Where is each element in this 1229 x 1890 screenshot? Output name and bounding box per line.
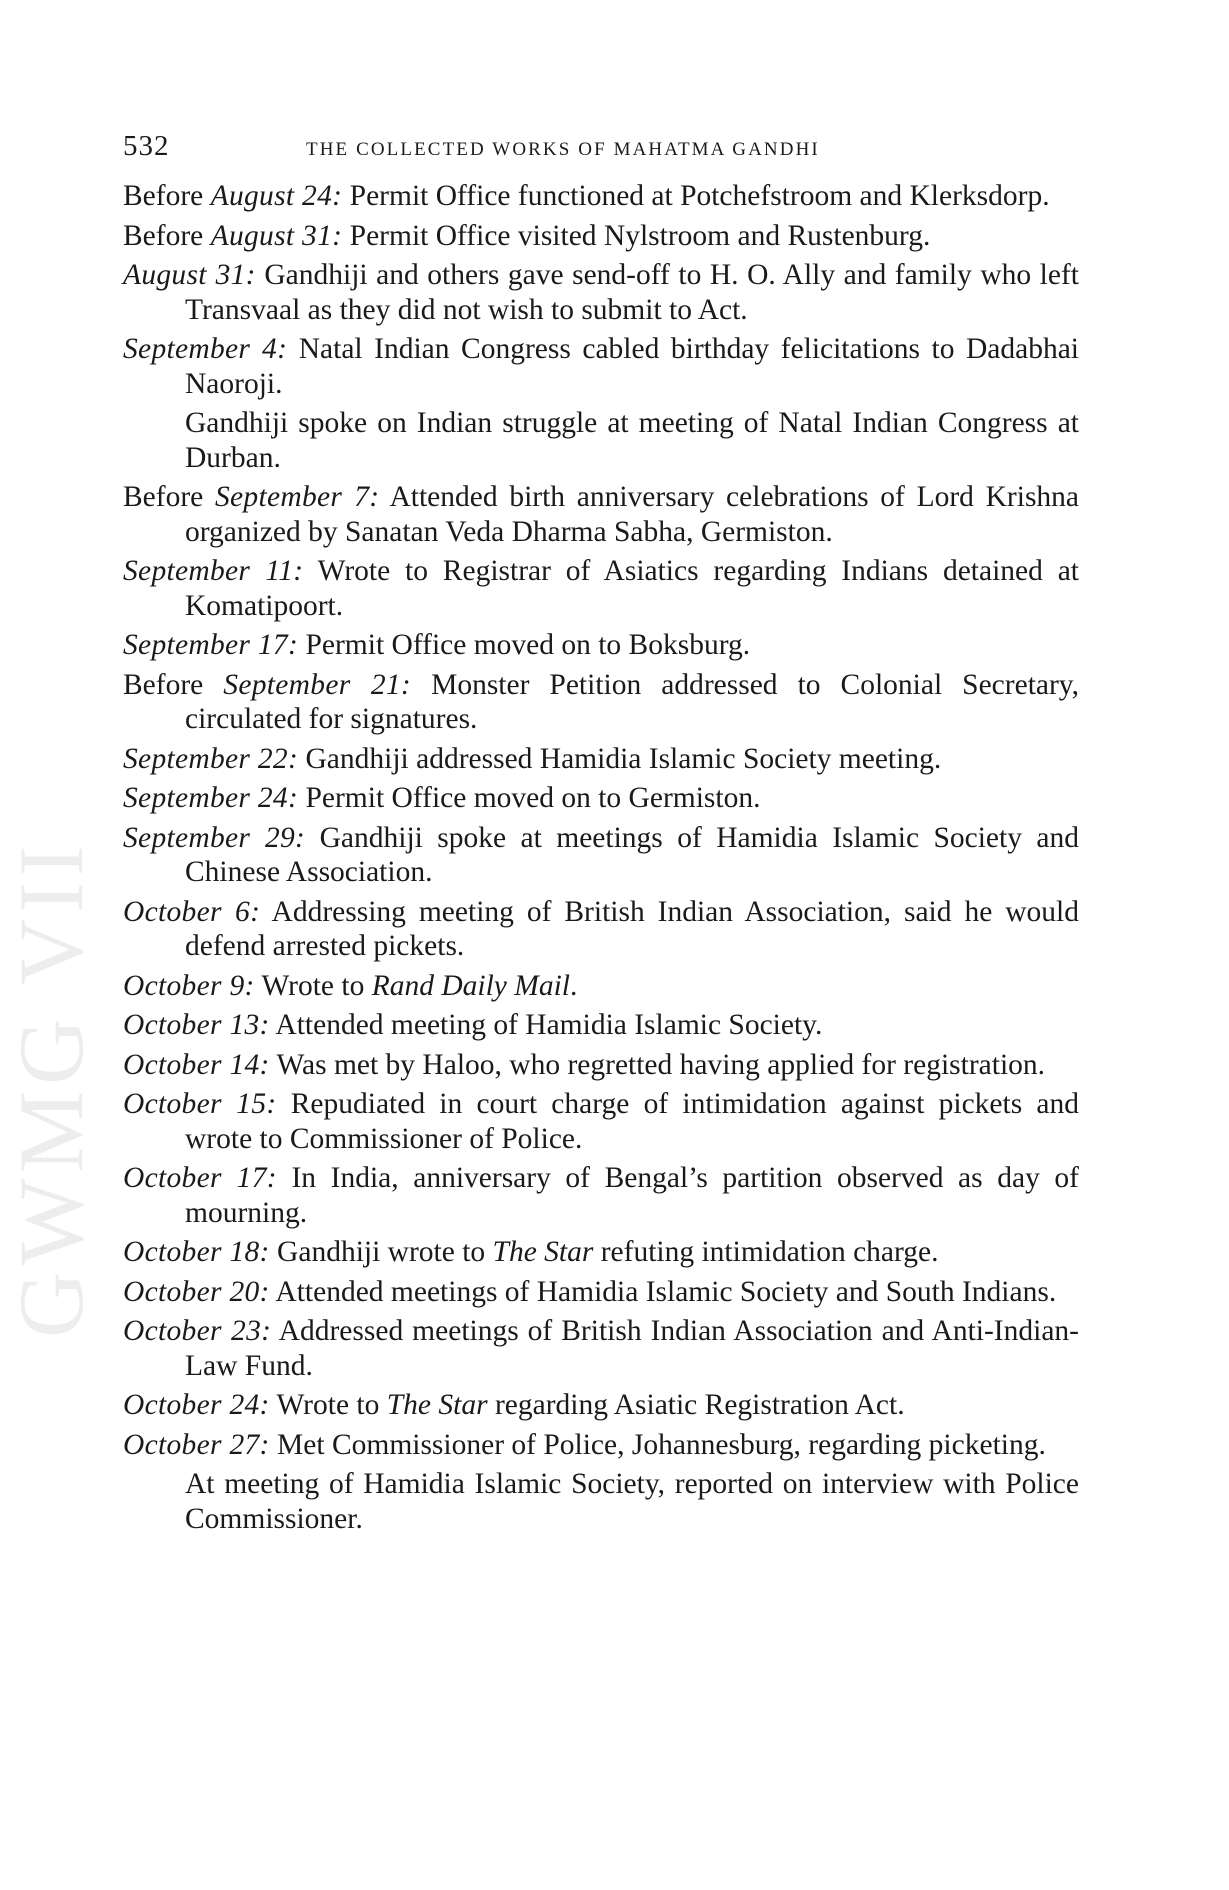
entry-text: Permit Office moved on to Germiston. [298,782,761,814]
entry-text: Was met by Haloo, who regretted having applied for registration. [269,1048,1046,1081]
chronology-entry [123,1275,1079,1310]
entry-date: September 11: [123,555,304,587]
entry-date: September 24: [123,782,299,814]
chronology-entry [123,179,1079,214]
entry-date: October 9: [123,969,255,1002]
chronology-entry [123,1048,1079,1083]
chronology-entry [123,480,1079,549]
entry-date: September 17: [123,629,299,661]
entry-date: September 29: [123,821,306,854]
chronology-subentry: Gandhiji spoke on Indian struggle at meeting of Natal Indian Congress at Durban. [185,407,1079,474]
chronology-entry [123,554,1079,623]
chronology-entry [123,258,1079,327]
chronology-entry [123,1087,1079,1156]
entry-date: August 31: [123,259,256,291]
running-head: THE COLLECTED WORKS OF MAHATMA GANDHI [306,139,820,160]
entry-date: October 23: [123,1315,272,1347]
chronology-entry [123,219,1079,254]
entry-date: October 13: [123,1009,270,1041]
chronology-entry [123,821,1079,890]
chronology-entry [123,628,1079,663]
entry-date: October 27: [123,1428,270,1461]
chronology-entry [123,1388,1079,1423]
entry-date: October 18: [123,1236,270,1268]
chronology-list [123,179,1079,1541]
entry-text: Monster Petition addressed to Colonial Secretary, circulated for signatures. [185,668,1080,735]
entry-date: August 24: [210,180,343,212]
entry-prefix: Before [123,668,224,701]
entry-text: Gandhiji wrote to [269,1236,493,1268]
publication-title: The Star [386,1389,488,1421]
entry-text: Wrote to [254,969,372,1002]
entry-text: Attended birth anniversary celebrations of Lord Krishna organized by Sanatan Veda Dharma Sabha, Germiston. [185,481,1080,548]
entry-text: Gandhiji spoke at meetings of Hamidia Islamic Society and Chinese Association. [185,821,1079,888]
chronology-entry [123,1428,1079,1463]
entry-text: Attended meeting of Hamidia Islamic Society. [269,1009,823,1041]
entry-text: Gandhiji addressed Hamidia Islamic Society meeting. [298,742,942,775]
page-header [123,130,1078,170]
entry-prefix: Before [123,481,215,513]
entry-date: September 4: [123,333,288,365]
watermark-text: GWMG VII [0,839,102,1338]
entry-date: October 17: [123,1162,277,1194]
entry-date: October 6: [123,895,261,928]
chronology-entry [123,1161,1079,1230]
entry-text: Met Commissioner of Police, Johannesburg, regarding picketing. [269,1428,1046,1461]
chronology-entry [123,781,1079,816]
entry-date: September 22: [123,742,299,775]
entry-text: Permit Office functioned at Potchefstroom and Klerksdorp. [342,180,1050,212]
chronology-subentry: At meeting of Hamidia Islamic Society, reported on interview with Police Commissioner. [185,1468,1079,1535]
entry-date: September 7: [214,481,380,513]
entry-prefix: Before [123,219,211,252]
entry-date: August 31: [210,219,343,252]
chronology-entry [123,742,1079,777]
chronology-entry [123,1008,1079,1043]
entry-date: October 20: [123,1275,270,1308]
entry-text: Wrote to [269,1389,387,1421]
entry-date: October 14: [123,1048,270,1081]
entry-text: Natal Indian Congress cabled birthday felicitations to Dadabhai Naoroji. [185,333,1080,400]
chronology-entry [123,895,1079,964]
chronology-entry [123,1314,1079,1383]
entry-text: Addressing meeting of British Indian Association, said he would defend arrested pickets. [185,895,1079,962]
chronology-entry [123,969,1079,1004]
publication-title: Rand Daily Mail [371,969,570,1002]
chronology-entry [123,1235,1079,1270]
entry-text: Permit Office visited Nylstroom and Rustenburg. [342,219,931,252]
entry-text: Wrote to Registrar of Asiatics regarding Indians detained at Komatipoort. [185,555,1079,622]
chronology-entry [123,332,1079,401]
entry-text: Attended meetings of Hamidia Islamic Society and South Indians. [269,1275,1057,1308]
entry-prefix: Before [123,180,211,212]
entry-date: October 15: [123,1088,277,1120]
entry-text-suffix: . [569,969,578,1002]
entry-text: Permit Office moved on to Boksburg. [298,629,751,661]
page-number: 532 [123,130,170,162]
entry-text: Addressed meetings of British Indian Association and Anti-Indian-Law Fund. [185,1315,1079,1382]
publication-title: The Star [492,1236,594,1268]
entry-text-suffix: refuting intimidation charge. [593,1236,939,1268]
chronology-entry [123,668,1079,737]
entry-text: Gandhiji and others gave send-off to H. O. Ally and family who left Transvaal as they did not wish to submit to Act. [185,259,1079,326]
entry-date: September 21: [223,668,412,701]
entry-text-suffix: regarding Asiatic Registration Act. [487,1389,905,1421]
entry-date: October 24: [123,1389,270,1421]
entry-text: Repudiated in court charge of intimidation against pickets and wrote to Commissioner of Police. [185,1088,1079,1155]
entry-text: In India, anniversary of Bengal’s partition observed as day of mourning. [185,1162,1079,1229]
